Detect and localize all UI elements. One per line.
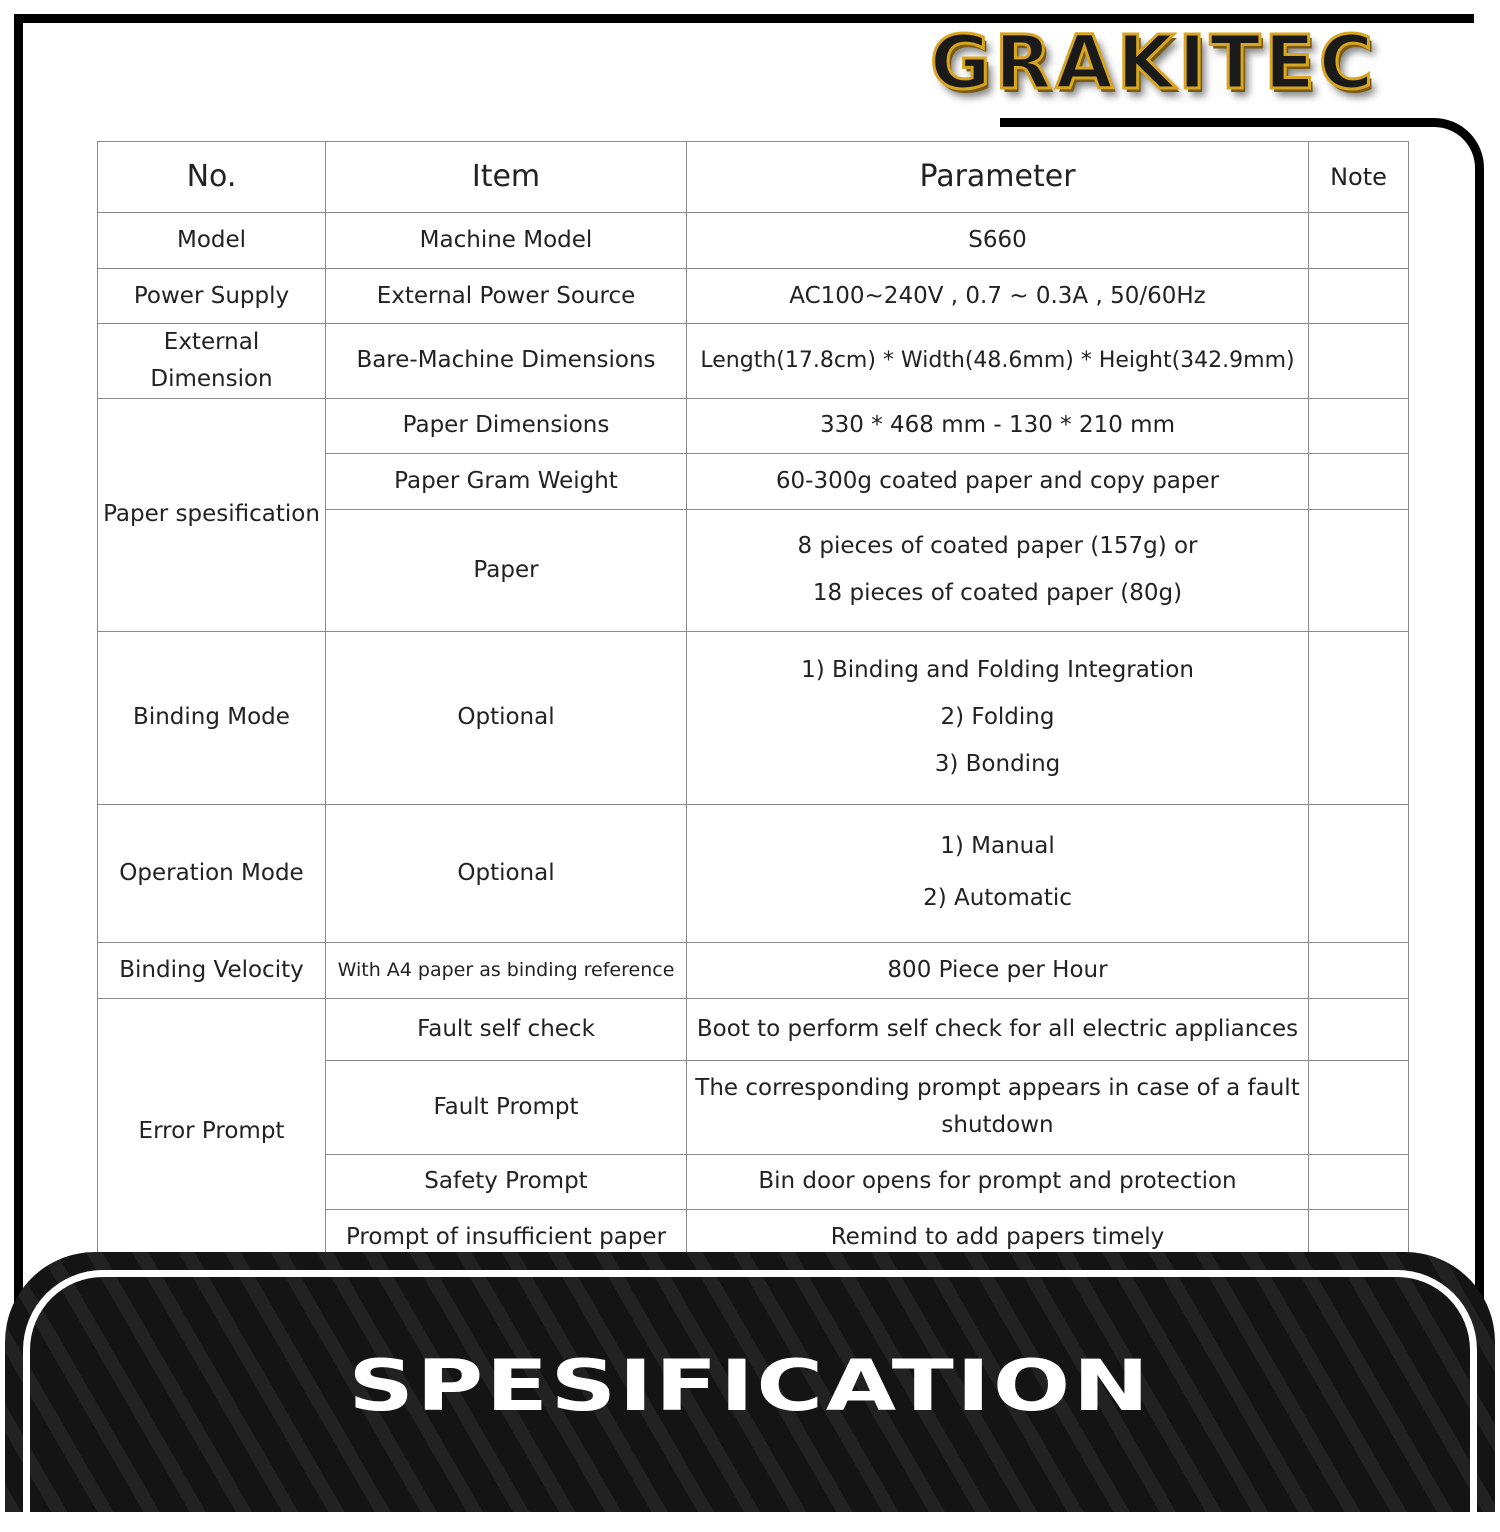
cell-no: Error Prompt [98,998,326,1265]
cell-note [1309,398,1409,453]
cell-parameter: 60-300g coated paper and copy paper [687,453,1309,509]
specification-table [97,141,1409,1266]
cell-item: Machine Model [326,213,687,269]
cell-item: Prompt of insufficient paper [326,1209,687,1265]
cell-parameter: 330 * 468 mm - 130 * 210 mm [687,398,1309,453]
header-parameter: Parameter [687,142,1309,213]
cell-note [1309,998,1409,1060]
cell-item: Paper Dimensions [326,398,687,453]
param-line: 1) Binding and Folding Integration [801,656,1194,683]
cell-note [1309,213,1409,269]
cell-note [1309,324,1409,399]
cell-item: Optional [326,631,687,804]
cell-parameter: Bin door opens for prompt and protection [687,1154,1309,1209]
cell-note [1309,1154,1409,1209]
brand-logo: GRAKITEC [930,20,1378,106]
cell-parameter: AC100~240V , 0.7 ~ 0.3A , 50/60Hz [687,269,1309,324]
cell-no: Model [98,213,326,269]
cell-note [1309,1060,1409,1154]
cell-no: Operation Mode [98,804,326,942]
cell-parameter [687,509,1309,631]
header-note: Note [1309,142,1409,213]
cell-parameter: Length(17.8cm) * Width(48.6mm) * Height(342.9mm) [687,324,1309,399]
cell-parameter [687,804,1309,942]
cell-parameter: Boot to perform self check for all electric appliances [687,998,1309,1060]
cell-parameter: Remind to add papers timely [687,1209,1309,1265]
table-header-row [98,142,1409,213]
param-line: 3) Bonding [934,751,1061,778]
cell-note [1309,453,1409,509]
cell-note [1309,631,1409,804]
param-line: 2) Folding [940,704,1055,731]
cell-item: Bare-Machine Dimensions [326,324,687,399]
param-line: 8 pieces of coated paper (157g) or [797,532,1198,559]
cell-no: Binding Mode [98,631,326,804]
cell-item: Paper Gram Weight [326,453,687,509]
header-no: No. [98,142,326,213]
table-row [98,269,1409,324]
table-row [98,398,1409,453]
param-line: 2) Automatic [923,885,1072,912]
cell-item: Paper [326,509,687,631]
table-row [98,631,1409,804]
table-row [98,942,1409,998]
cell-note [1309,942,1409,998]
cell-parameter: 800 Piece per Hour [687,942,1309,998]
table-row [98,213,1409,269]
cell-parameter: S660 [687,213,1309,269]
cell-item: Fault Prompt [326,1060,687,1154]
cell-no: Power Supply [98,269,326,324]
cell-item: Optional [326,804,687,942]
table-row [98,324,1409,399]
cell-no: External Dimension [98,324,326,399]
footer-title: SPESIFICATION [348,1345,1152,1427]
cell-parameter [687,631,1309,804]
cell-item: With A4 paper as binding reference [326,942,687,998]
table-row [98,804,1409,942]
cell-parameter: The corresponding prompt appears in case of a fault shutdown [687,1060,1309,1154]
header-item: Item [326,142,687,213]
param-line: 18 pieces of coated paper (80g) [812,580,1183,607]
table-row [98,998,1409,1060]
cell-no: Binding Velocity [98,942,326,998]
cell-item: Fault self check [326,998,687,1060]
cell-note [1309,269,1409,324]
cell-item: External Power Source [326,269,687,324]
cell-note [1309,804,1409,942]
cell-no: Paper spesification [98,398,326,631]
param-line: 1) Manual [940,833,1055,860]
cell-note [1309,509,1409,631]
cell-item: Safety Prompt [326,1154,687,1209]
